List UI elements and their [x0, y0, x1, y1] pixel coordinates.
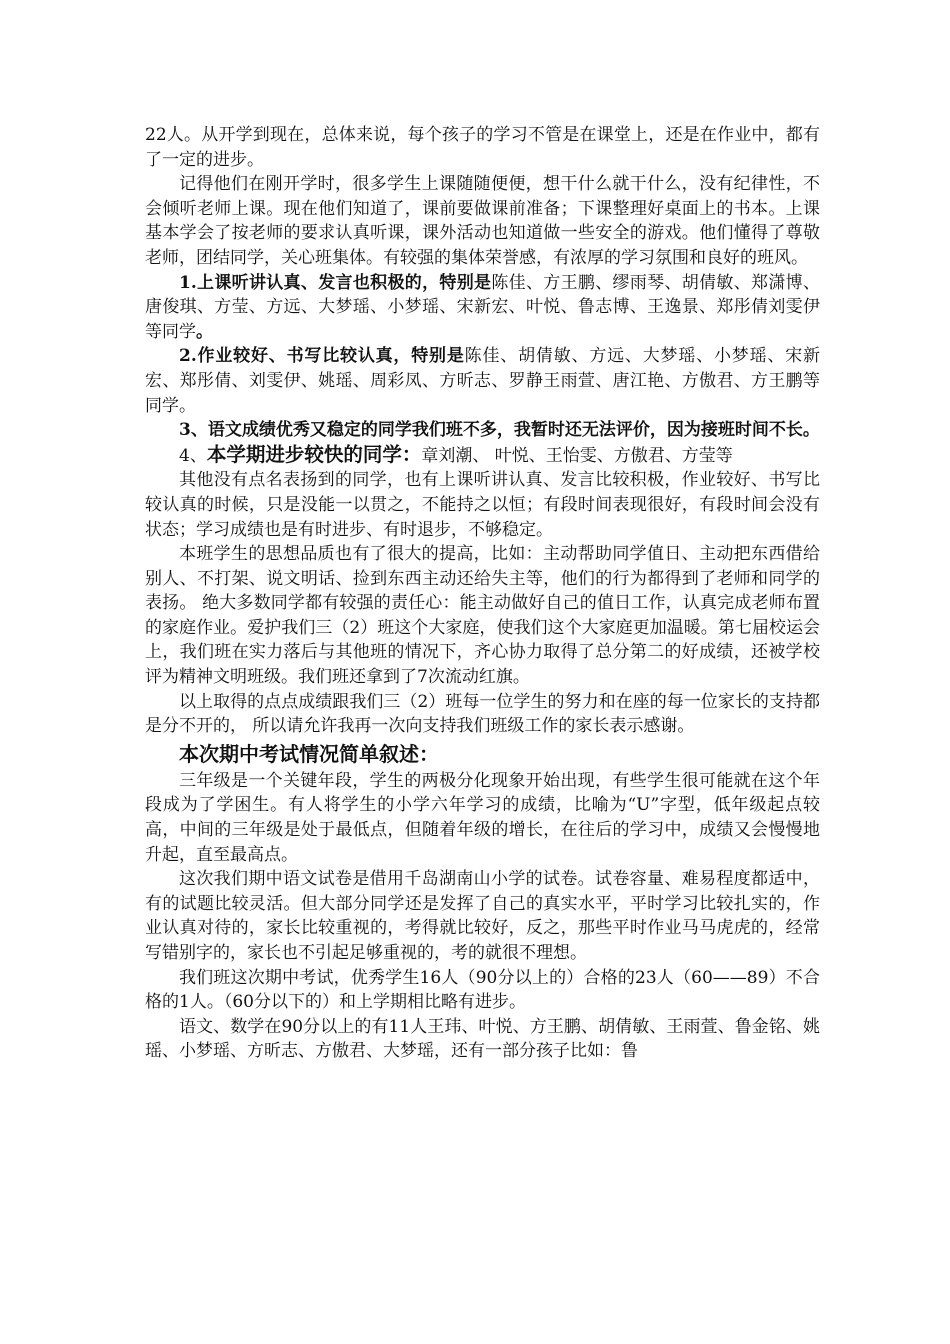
list-item-2-names: 陈佳、胡倩敏、方远、大梦瑶、小梦瑶、宋新宏、郑彤倩、刘雯伊、姚瑶、周彩凤、方昕志、罗静王雨萱、唐江艳、方傲君、方王鹏等同学。: [145, 346, 821, 416]
document-page: [145, 123, 820, 1064]
paragraph-character: 本班学生的思想品质也有了很大的提高，比如：主动帮助同学值日、主动把东西借给别人、不打架、说文明话、捡到东西主动还给失主等，他们的行为都得到了老师和同学的表扬。 绝大多数同学都有较强的责任心：能主动做好自己的值日工作，认真完成老师布置的家庭作业。爱护我们三（2）班这个大家庭，使我们这个大家庭更加温暖。第七届校运会上，我们班在实力落后与其他班的情况下，齐心协力取得了总分第二的好成绩，还被学校评为精神文明班级。我们班还拿到了7次流动红旗。: [145, 544, 820, 688]
paragraph-exam-results: 我们班这次期中考试，优秀学生16人（90分以上的）合格的23人（60——89）不合格的1人。（60分以下的）和上学期相比略有进步。: [145, 967, 820, 1013]
paragraph-behavior: 记得他们在刚开学时，很多学生上课随随便便，想干什么就干什么，没有纪律性，不会倾听老师上课。现在他们知道了，课前要做课前准备；下课整理好桌面上的书本。上课基本学会了按老师的要求认真听课，课外活动也知道做一些安全的游戏。他们懂得了尊敬老师，团结同学，关心班集体。有较强的集体荣誉感，有浓厚的学习氛围和良好的班风。: [145, 174, 820, 268]
list-item-2-label: 2.作业较好、书写比较认真，特别是: [179, 346, 465, 367]
list-item-4-names: 章刘潮、 叶悦、王怡雯、方傲君、方莹等: [421, 445, 733, 466]
paragraph-intro: 22人。从开学到现在，总体来说，每个孩子的学习不管是在课堂上，还是在作业中，都有了一定的进步。: [145, 125, 820, 170]
section-heading: 本次期中考试情况简单叙述：: [179, 741, 439, 766]
paragraph-grade-three: 三年级是一个关键年段，学生的两极分化现象开始出现，有些学生很可能就在这个年段成为了学困生。有人将学生的小学六年学习的成绩，比喻为“U”字型，低年级起点较高，中间的三年级是处于最低点，但随着年级的增长，在往后的学习中，成绩又会慢慢地升起，直至最高点。: [145, 770, 820, 865]
list-item-4: [145, 443, 820, 469]
list-item-1-end: 。: [196, 321, 213, 342]
paragraph-thanks: 以上取得的点点成绩跟我们三（2）班每一位学生的努力和在座的每一位家长的支持都是分不开的， 所以请允许我再一次向支持我们班级工作的家长表示感谢。: [145, 691, 820, 737]
paragraph-top-students: 语文、数学在90分以上的有11人王玮、叶悦、方王鹏、胡倩敏、王雨萱、鲁金铭、姚瑶、小梦瑶、方昕志、方傲君、大梦瑶，还有一部分孩子比如：鲁: [145, 1016, 820, 1062]
list-item-2: [145, 344, 820, 418]
list-item-1-label: 1.上课听讲认真、发言也积极的，特别是: [179, 272, 492, 293]
list-item-1-names: 陈佳、方王鹏、缪雨琴、胡倩敏、郑潇博、唐俊琪、方莹、方远、大梦瑶、小梦瑶、宋新宏、叶悦、鲁志博、王逸景、郑彤倩刘雯伊等同学: [145, 272, 820, 342]
list-item-1: [145, 271, 820, 345]
list-item-4-prefix: 4、: [179, 445, 207, 466]
paragraph-exam-paper: 这次我们期中语文试卷是借用千岛湖南山小学的试卷。试卷容量、难易程度都适中，有的试题比较灵活。但大部分同学还是发挥了自己的真实水平，平时学习比较扎实的，作业认真对待的，家长比较重视的，考得就比较好，反之，那些平时作业马马虎虎的，经常写错别字的，家长也不引起足够重视的，考的就很不理想。: [145, 869, 820, 963]
list-item-4-label: 本学期进步较快的同学：: [206, 442, 422, 466]
paragraph-others: 其他没有点名表扬到的同学，也有上课听讲认真、发言比较积极，作业较好、书写比较认真的时候，只是没能一以贯之，不能持之以恒；有段时间表现很好，有段时间会没有状态；学习成绩也是有时进步、有时退步，不够稳定。: [145, 470, 820, 540]
list-item-3: 3、语文成绩优秀又稳定的同学我们班不多，我暂时还无法评价，因为接班时间不长。: [179, 420, 820, 441]
